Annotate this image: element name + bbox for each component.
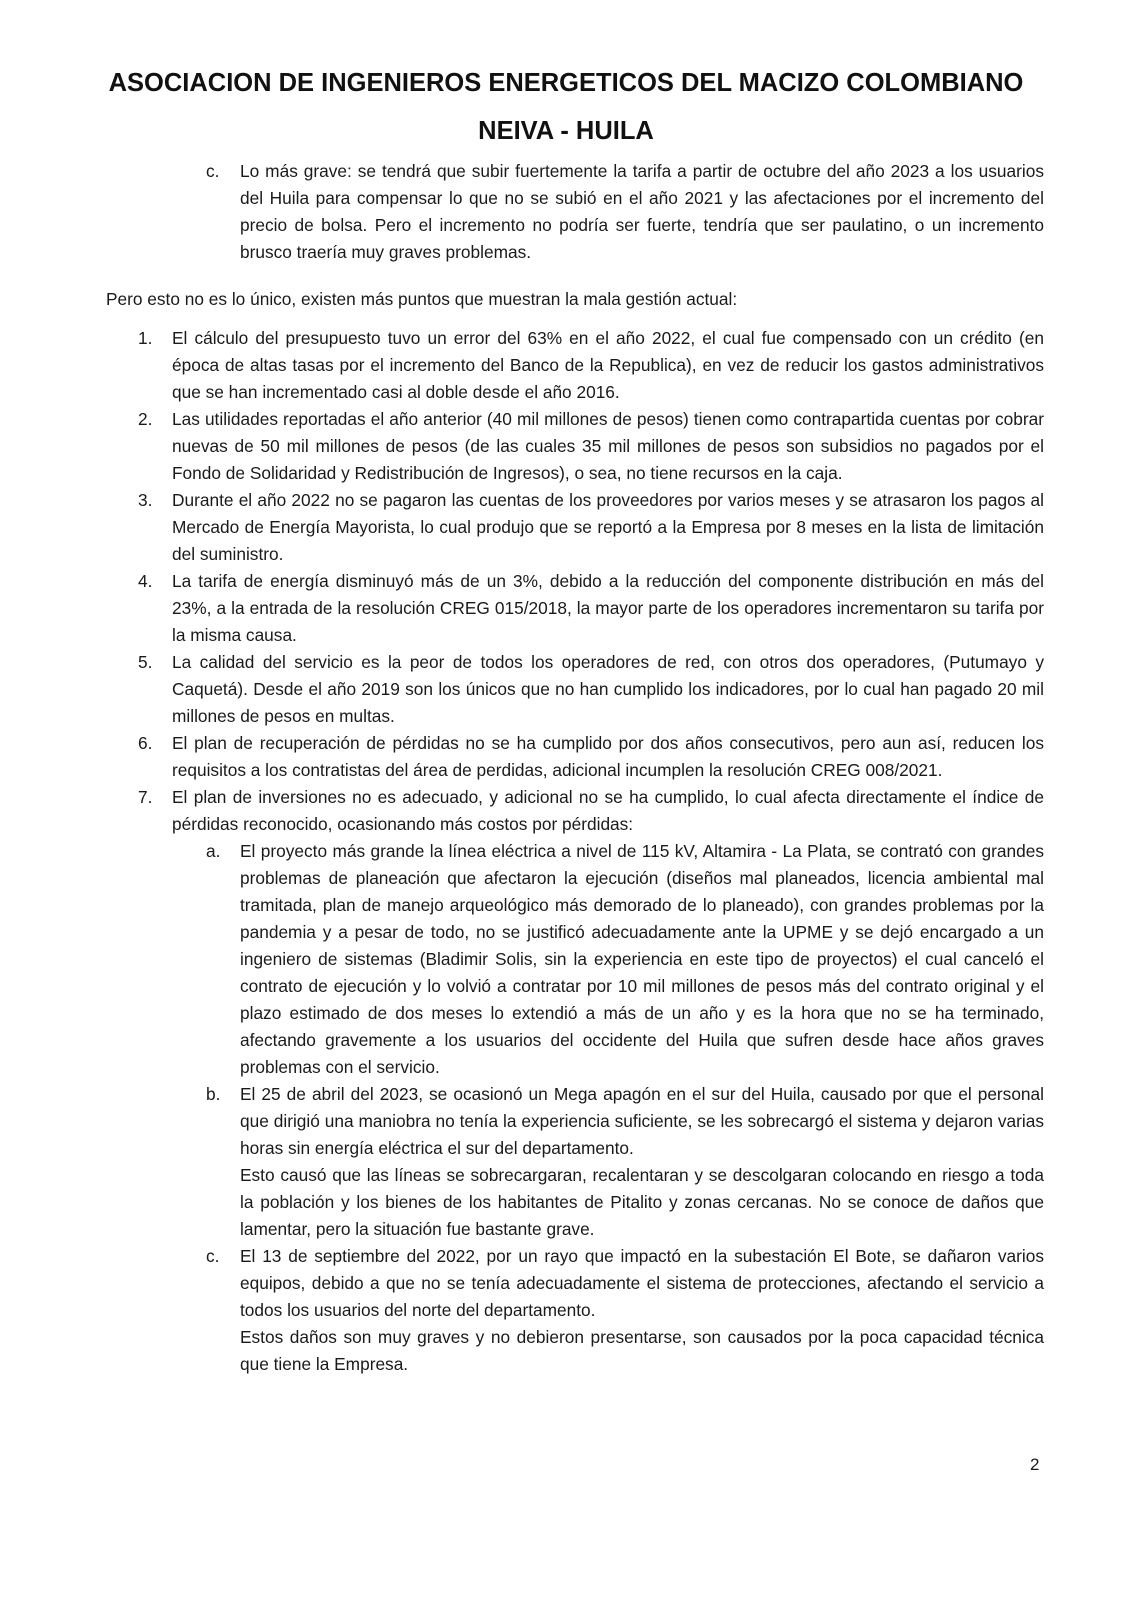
list-marker: a. [206, 841, 221, 861]
list-item-text-continued: Estos daños son muy graves y no debieron presentarse, son causados por la poca capacidad técnica que tiene la Empresa. [240, 1327, 1044, 1374]
list-item-text: Las utilidades reportadas el año anterior (40 mil millones de pesos) tienen como contrapartida cuentas por cobrar nuevas de 50 mil millones de pesos (de las cuales 35 mil millones de pesos son subsidios no pagados por el Fondo de Solidaridad y Redistribución de Ingresos), o sea, no tiene recursos en la caja. [172, 409, 1044, 483]
list-item-7 [138, 784, 1044, 838]
list-marker: c. [206, 161, 220, 181]
list-item-6 [138, 730, 1044, 784]
list-item-text: La calidad del servicio es la peor de todos los operadores de red, con otros dos operadores, (Putumayo y Caquetá). Desde el año 2019 son los únicos que no han cumplido los indicadores, por lo cual han pagado 20 mil millones de pesos en multas. [172, 652, 1044, 726]
list-marker: c. [206, 1246, 220, 1266]
list-subitem-7a [206, 838, 1044, 1081]
list-marker: b. [206, 1084, 221, 1104]
list-item-continued-c [206, 158, 1044, 266]
document-subtitle: NEIVA - HUILA [478, 117, 654, 145]
list-item-1 [138, 325, 1044, 406]
list-item-text: Durante el año 2022 no se pagaron las cuentas de los proveedores por varios meses y se atrasaron los pagos al Mercado de Energía Mayorista, lo cual produjo que se reportó a la Empresa por 8 meses en la lista de limitación del suministro. [172, 490, 1044, 564]
list-item-4 [138, 568, 1044, 649]
list-item-text: El 13 de septiembre del 2022, por un rayo que impactó en la subestación El Bote, se dañaron varios equipos, debido a que no se tenía adecuadamente el sistema de protecciones, afectando el servicio a todos los usuarios del norte del departamento. [240, 1246, 1044, 1320]
intro-paragraph: Pero esto no es lo único, existen más puntos que muestran la mala gestión actual: [106, 289, 738, 309]
list-item-2 [138, 406, 1044, 487]
list-subitem-7b [206, 1081, 1044, 1243]
list-marker: 1. [138, 328, 153, 348]
list-item-text-continued: Esto causó que las líneas se sobrecargaran, recalentaran y se descolgaran colocando en riesgo a toda la población y los bienes de los habitantes de Pitalito y zonas cercanas. No se conoce de daños que lamentar, pero la situación fue bastante grave. [240, 1165, 1044, 1239]
list-item-text: El proyecto más grande la línea eléctrica a nivel de 115 kV, Altamira - La Plata, se contrató con grandes problemas de planeación que afectaron la ejecución (diseños mal planeados, licencia ambiental mal tramitada, plan de manejo arqueológico más demorado de lo planeado), con grandes problemas por la pandemia y a pesar de todo, no se justificó adecuadamente ante la UPME y se dejó encargado a un ingeniero de sistemas (Bladimir Solis, sin la experiencia en este tipo de proyectos) el cual canceló el contrato de ejecución y lo volvió a contratar por 10 mil millones de pesos más del contrato original y el plazo estimado de dos meses lo extendió a más de un año y es la hora que no se ha terminado, afectando gravemente a los usuarios del occidente del Huila que sufren desde hace años graves problemas con el servicio. [240, 841, 1044, 1077]
list-subitem-7c [206, 1243, 1044, 1378]
list-marker: 3. [138, 490, 153, 510]
list-marker: 7. [138, 787, 153, 807]
list-item-text: El cálculo del presupuesto tuvo un error del 63% en el año 2022, el cual fue compensado con un crédito (en época de altas tasas por el incremento del Banco de la Republica), en vez de reducir los gastos administrativos que se han incrementado casi al doble desde el año 2016. [172, 328, 1044, 402]
list-marker: 6. [138, 733, 153, 753]
list-item-text: La tarifa de energía disminuyó más de un 3%, debido a la reducción del componente distribución en más del 23%, a la entrada de la resolución CREG 015/2018, la mayor parte de los operadores incrementaron su tarifa por la misma causa. [172, 571, 1044, 645]
page-number: 2 [1030, 1455, 1040, 1474]
list-marker: 2. [138, 409, 153, 429]
list-marker: 5. [138, 652, 153, 672]
list-item-5 [138, 649, 1044, 730]
list-marker: 4. [138, 571, 153, 591]
list-item-text: El plan de recuperación de pérdidas no se ha cumplido por dos años consecutivos, pero aun así, reducen los requisitos a los contratistas del área de perdidas, adicional incumplen la resolución CREG 008/2021. [172, 733, 1044, 780]
list-item-text: Lo más grave: se tendrá que subir fuertemente la tarifa a partir de octubre del año 2023 a los usuarios del Huila para compensar lo que no se subió en el año 2021 y las afectaciones por el incremento del precio de bolsa. Pero el incremento no podría ser fuerte, tendría que ser paulatino, o un incremento brusco traería muy graves problemas. [240, 161, 1044, 262]
list-item-text: El 25 de abril del 2023, se ocasionó un Mega apagón en el sur del Huila, causado por que el personal que dirigió una maniobra no tenía la experiencia suficiente, se les sobrecargó el sistema y dejaron varias horas sin energía eléctrica el sur del departamento. [240, 1084, 1044, 1158]
list-item-text: El plan de inversiones no es adecuado, y adicional no se ha cumplido, lo cual afecta directamente el índice de pérdidas reconocido, ocasionando más costos por pérdidas: [172, 787, 1044, 834]
document-title: ASOCIACION DE INGENIEROS ENERGETICOS DEL MACIZO COLOMBIANO [108, 69, 1024, 97]
list-item-3 [138, 487, 1044, 568]
